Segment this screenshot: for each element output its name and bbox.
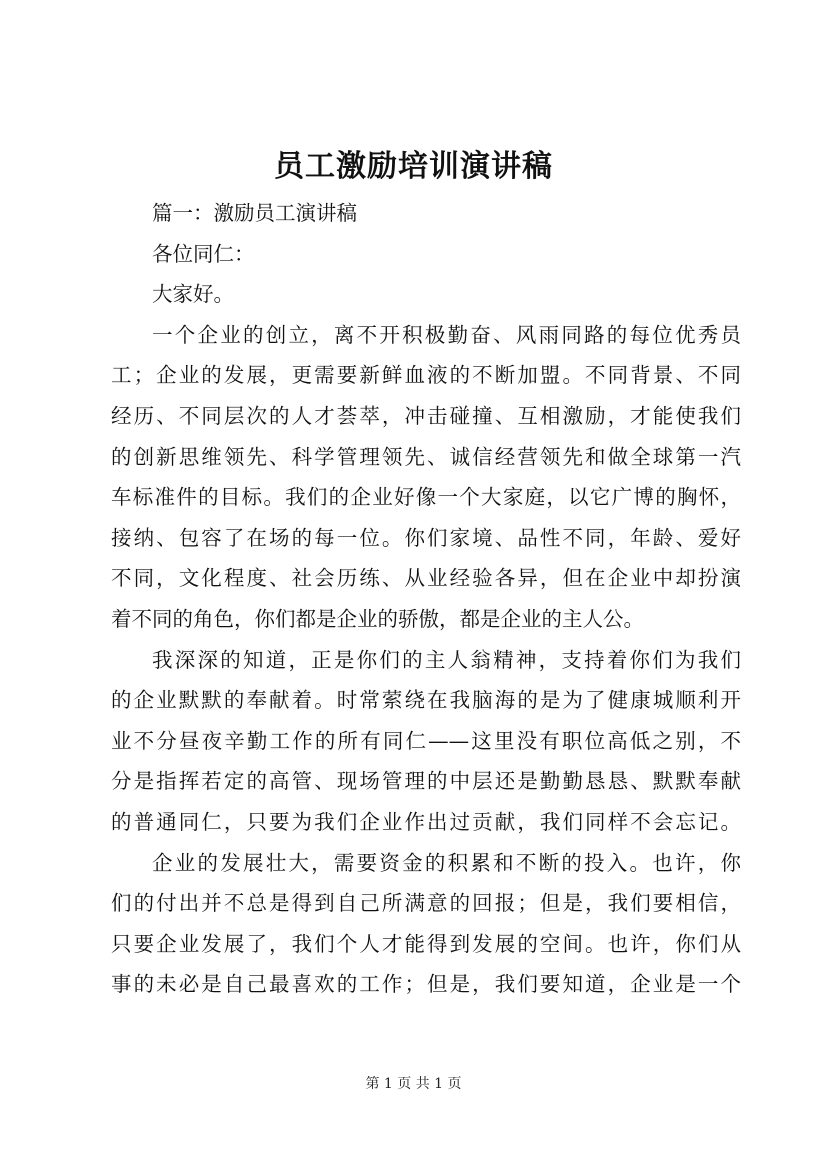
paragraph-line: 企业的发展壮大，需要资金的积累和不断的投入。也许，你 — [152, 850, 741, 875]
paragraph-line: 的企业默默的奉献着。时常萦绕在我脑海的是为了健康城顺利开 — [111, 688, 741, 713]
document-body — [111, 193, 741, 1005]
paragraph-line: 只要企业发展了，我们个人才能得到发展的空间。也许，你们从 — [111, 931, 741, 956]
paragraph-line: 车标准件的目标。我们的企业好像一个大家庭，以它广博的胸怀， — [111, 485, 741, 510]
paragraph-line: 业不分昼夜辛勤工作的所有同仁——这里没有职位高低之别，不 — [111, 728, 741, 753]
greeting: 大家好。 — [152, 282, 234, 307]
page-number-footer: 第 1 页 共 1 页 — [365, 1076, 462, 1092]
paragraph-line: 们的付出并不总是得到自己所满意的回报；但是，我们要相信， — [111, 891, 741, 916]
paragraph-line: 事的未必是自己最喜欢的工作；但是，我们要知道，企业是一个 — [111, 972, 741, 997]
section-heading: 篇一：激励员工演讲稿 — [152, 201, 357, 225]
salutation: 各位同仁： — [152, 241, 255, 266]
paragraph-line: 工；企业的发展，更需要新鲜血液的不断加盟。不同背景、不同 — [111, 363, 741, 388]
paragraph-line: 一个企业的创立，离不开积极勤奋、风雨同路的每位优秀员 — [152, 322, 741, 347]
paragraph-line: 接纳、包容了在场的每一位。你们家境、品性不同，年龄、爱好 — [111, 525, 741, 550]
paragraph-line: 的普通同仁，只要为我们企业作出过贡献，我们同样不会忘记。 — [111, 809, 741, 834]
paragraph-line: 分是指挥若定的高管、现场管理的中层还是勤勤恳恳、默默奉献 — [111, 769, 741, 794]
paragraph-line: 着不同的角色，你们都是企业的骄傲，都是企业的主人公。 — [111, 606, 644, 631]
paragraph-line: 的创新思维领先、科学管理领先、诚信经营领先和做全球第一汽 — [111, 444, 741, 469]
document-title: 员工激励培训演讲稿 — [274, 149, 553, 184]
paragraph-line: 不同，文化程度、社会历练、从业经验各异，但在企业中却扮演 — [111, 566, 741, 591]
paragraph-line: 经历、不同层次的人才荟萃，冲击碰撞、互相激励，才能使我们 — [111, 403, 741, 428]
paragraph-line: 我深深的知道，正是你们的主人翁精神，支持着你们为我们 — [152, 647, 741, 672]
